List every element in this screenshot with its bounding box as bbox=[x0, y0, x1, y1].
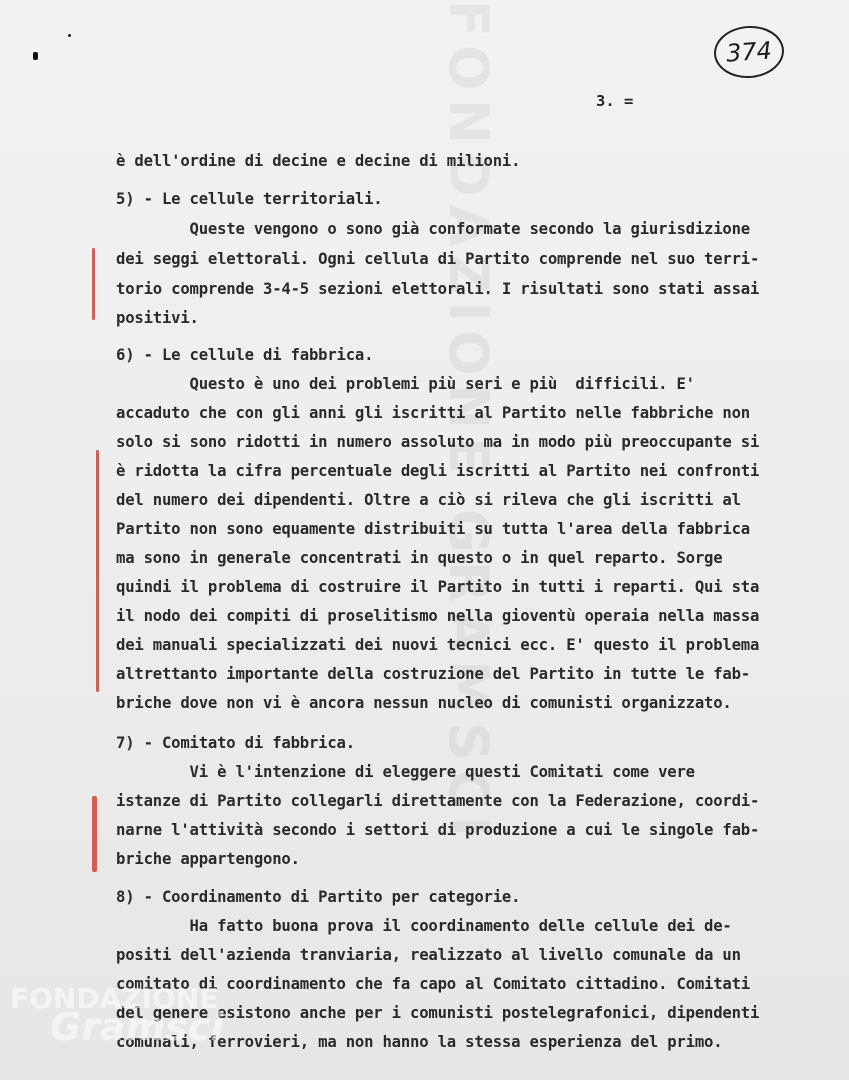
text-line: del numero dei dipendenti. Oltre a ciò si rileva che gli iscritti al bbox=[116, 491, 741, 509]
text-line: comunali, ferrovieri, ma non hanno la stessa esperienza del primo. bbox=[116, 1033, 723, 1051]
text-line: positi dell'azienda tranviaria, realizzato al livello comunale da un bbox=[116, 946, 741, 964]
section-heading: 8) - Coordinamento di Partito per categorie. bbox=[116, 888, 521, 906]
ink-speck bbox=[33, 52, 38, 60]
text-line: Questo è uno dei problemi più seri e più difficili. E' bbox=[116, 375, 695, 393]
text-line: ma sono in generale concentrati in questo o in quel reparto. Sorge bbox=[116, 549, 723, 567]
red-margin-mark bbox=[92, 796, 97, 872]
text-line: briche appartengono. bbox=[116, 850, 300, 868]
section-heading: 6) - Le cellule di fabbrica. bbox=[116, 346, 374, 364]
text-line: il nodo dei compiti di proselitismo nella gioventù operaia nella massa bbox=[116, 607, 760, 625]
text-line: Queste vengono o sono già conformate secondo la giurisdizione bbox=[116, 220, 750, 238]
text-line: quindi il problema di costruire il Partito in tutti i reparti. Qui sta bbox=[116, 578, 760, 596]
text-line: istanze di Partito collegarli direttamente con la Federazione, coordi- bbox=[116, 792, 760, 810]
text-line: è ridotta la cifra percentuale degli iscritti al Partito nei confronti bbox=[116, 462, 760, 480]
page-number: 3. = bbox=[596, 92, 634, 110]
text-line: Ha fatto buona prova il coordinamento delle cellule dei de- bbox=[116, 917, 732, 935]
text-line: dei seggi elettorali. Ogni cellula di Partito comprende nel suo terri- bbox=[116, 250, 760, 268]
text-line: del genere esistono anche per i comunisti postelegrafonici, dipendenti bbox=[116, 1004, 760, 1022]
text-line: accaduto che con gli anni gli iscritti al Partito nelle fabbriche non bbox=[116, 404, 750, 422]
fondazione-gramsci-logo: FONDAZIONE Gramsci bbox=[10, 982, 224, 1049]
archive-number-stamp: 374 bbox=[712, 24, 785, 81]
watermark: FONDAZIONE GRAMSCI bbox=[437, 0, 500, 845]
text-line: è dell'ordine di decine e decine di milioni. bbox=[116, 152, 521, 170]
text-line: altrettanto importante della costruzione del Partito in tutte le fab- bbox=[116, 665, 750, 683]
text-line: dei manuali specializzati dei nuovi tecnici ecc. E' questo il problema bbox=[116, 636, 760, 654]
text-line: Partito non sono equamente distribuiti su tutta l'area della fabbrica bbox=[116, 520, 750, 538]
ink-dot bbox=[68, 34, 71, 37]
text-line: solo si sono ridotti in numero assoluto ma in modo più preoccupante si bbox=[116, 433, 760, 451]
text-line: Vi è l'intenzione di eleggere questi Comitati come vere bbox=[116, 763, 695, 781]
text-line: positivi. bbox=[116, 309, 199, 327]
red-margin-mark bbox=[96, 450, 99, 692]
text-line: narne l'attività secondo i settori di produzione a cui le singole fab- bbox=[116, 821, 760, 839]
text-line: torio comprende 3-4-5 sezioni elettorali. I risultati sono stati assai bbox=[116, 280, 760, 298]
section-heading: 7) - Comitato di fabbrica. bbox=[116, 734, 355, 752]
red-margin-mark bbox=[92, 248, 95, 320]
text-line: comitato di coordinamento che fa capo al Comitato cittadino. Comitati bbox=[116, 975, 750, 993]
text-line: briche dove non vi è ancora nessun nucleo di comunisti organizzato. bbox=[116, 694, 732, 712]
section-heading: 5) - Le cellule territoriali. bbox=[116, 190, 383, 208]
